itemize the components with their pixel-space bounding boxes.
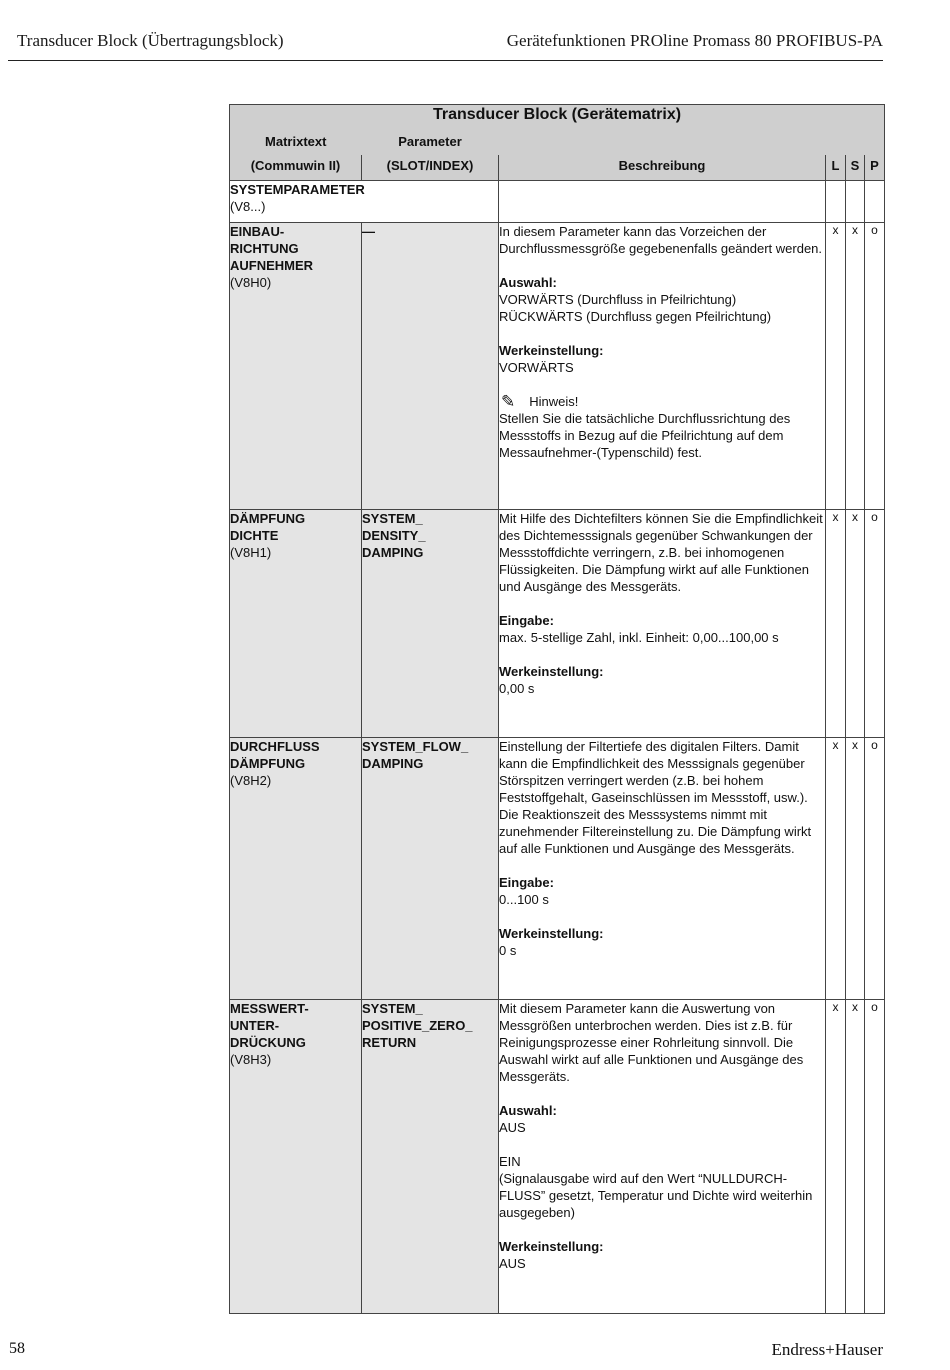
param-name: SYSTEM_ bbox=[362, 511, 423, 526]
matrix-text: MESSWERT- bbox=[230, 1001, 309, 1016]
flag-l: x bbox=[826, 738, 846, 1000]
param-name: SYSTEM_FLOW_ bbox=[362, 739, 469, 754]
table-row bbox=[230, 223, 885, 510]
flag-s: x bbox=[846, 1000, 865, 1314]
description-text: Mit Hilfe des Dichtefilters können Sie die Empfindlichkeit des Dichtemesssignals gegenüber Schwankungen der Messstoffdichte verringern, z.B. bei inhomogenen Flüssigkeiten. Die Dämpfung wirkt auf alle Funktionen und Ausgänge des Messgeräts. bbox=[499, 511, 823, 594]
flag-p: o bbox=[865, 1000, 885, 1314]
section-value: 0 s bbox=[499, 943, 517, 958]
flag-s: x bbox=[846, 223, 865, 510]
param-name: SYSTEM_ bbox=[362, 1001, 423, 1016]
section-value: RÜCKWÄRTS (Durchfluss gegen Pfeilrichtung) bbox=[499, 309, 772, 324]
section-label: Eingabe: bbox=[499, 875, 554, 890]
col-p: P bbox=[865, 155, 885, 181]
section-value: max. 5-stellige Zahl, inkl. Einheit: 0,00...100,00 s bbox=[499, 630, 779, 645]
param-name: DENSITY_ bbox=[362, 528, 426, 543]
section-label: Werkeinstellung: bbox=[499, 343, 604, 358]
param-name: DAMPING bbox=[362, 756, 424, 771]
matrix-text: DRÜCKUNG bbox=[230, 1035, 306, 1050]
matrix-text: RICHTUNG bbox=[230, 241, 299, 256]
section-value: AUS bbox=[499, 1120, 526, 1135]
note-text: Stellen Sie die tatsächliche Durchflussrichtung des Messstoffs in Bezug auf die Pfeilrichtung auf dem Messaufnehmer-(Typenschild) fest. bbox=[499, 411, 791, 460]
param-name: POSITIVE_ZERO_ bbox=[362, 1018, 473, 1033]
section-value: AUS bbox=[499, 1256, 526, 1271]
table-row bbox=[230, 738, 885, 1000]
matrix-text: UNTER- bbox=[230, 1018, 280, 1033]
running-header-right: Gerätefunktionen PROline Promass 80 PROFIBUS-PA bbox=[506, 31, 883, 50]
col-matrixtext-sub: (Commuwin II) bbox=[230, 155, 362, 181]
col-s: S bbox=[846, 155, 865, 181]
transducer-block-table bbox=[229, 104, 885, 1314]
table-title: Transducer Block (Gerätematrix) bbox=[230, 105, 885, 130]
param-name: RETURN bbox=[362, 1035, 417, 1050]
section-value: VORWÄRTS (Durchfluss in Pfeilrichtung) bbox=[499, 292, 737, 307]
section-value: EIN bbox=[499, 1154, 521, 1169]
matrix-text: DÄMPFUNG bbox=[230, 756, 306, 771]
flag-s: x bbox=[846, 738, 865, 1000]
matrix-text: DICHTE bbox=[230, 528, 279, 543]
col-matrixtext-label: Matrixtext bbox=[230, 129, 362, 155]
col-l: L bbox=[826, 155, 846, 181]
section-label: Auswahl: bbox=[499, 1103, 557, 1118]
section-label: Werkeinstellung: bbox=[499, 926, 604, 941]
flag-p: o bbox=[865, 510, 885, 738]
section-value: 0...100 s bbox=[499, 892, 549, 907]
matrix-text: DURCHFLUSS bbox=[230, 739, 320, 754]
param-name: — bbox=[362, 224, 375, 239]
section-label: Werkeinstellung: bbox=[499, 1239, 604, 1254]
group-row bbox=[230, 181, 885, 223]
flag-l: x bbox=[826, 223, 846, 510]
col-parameter-label: Parameter bbox=[362, 129, 499, 155]
header-rule bbox=[8, 60, 883, 61]
flag-p: o bbox=[865, 738, 885, 1000]
matrix-code: (V8H0) bbox=[230, 275, 272, 290]
flag-p: o bbox=[865, 223, 885, 510]
table-row bbox=[230, 510, 885, 738]
section-value: VORWÄRTS bbox=[499, 360, 574, 375]
matrix-text: EINBAU- bbox=[230, 224, 285, 239]
group-name: SYSTEMPARAMETER bbox=[230, 182, 365, 197]
matrix-text: AUFNEHMER bbox=[230, 258, 314, 273]
table-row bbox=[230, 1000, 885, 1314]
description-text: In diesem Parameter kann das Vorzeichen der Durchflussmessgröße gegebenenfalls geändert werden. bbox=[499, 224, 823, 256]
section-label: Eingabe: bbox=[499, 613, 554, 628]
col-parameter-sub: (SLOT/INDEX) bbox=[362, 155, 499, 181]
flag-l: x bbox=[826, 1000, 846, 1314]
matrix-code: (V8H3) bbox=[230, 1052, 272, 1067]
param-name: DAMPING bbox=[362, 545, 424, 560]
brand-footer: Endress+Hauser bbox=[771, 1340, 883, 1359]
section-value: 0,00 s bbox=[499, 681, 535, 696]
matrix-code: (V8H1) bbox=[230, 545, 272, 560]
section-value: (Signalausgabe wird auf den Wert “NULLDURCH-FLUSS” gesetzt, Temperatur und Dichte wird weiterhin ausgegeben) bbox=[499, 1171, 813, 1220]
matrix-text: DÄMPFUNG bbox=[230, 511, 306, 526]
col-beschreibung: Beschreibung bbox=[499, 155, 826, 181]
matrix-code: (V8H2) bbox=[230, 773, 272, 788]
note-label: Hinweis! bbox=[529, 394, 579, 409]
section-label: Werkeinstellung: bbox=[499, 664, 604, 679]
flag-s: x bbox=[846, 510, 865, 738]
flag-l: x bbox=[826, 510, 846, 738]
description-text: Mit diesem Parameter kann die Auswertung von Messgrößen unterbrochen werden. Dies ist z.B. für Reinigungsprozesse einer Rohrleitung sinnvoll. Die Auswahl wirkt auf alle Funktionen und Ausgänge des Messgeräts. bbox=[499, 1001, 804, 1084]
running-header-left: Transducer Block (Übertragungsblock) bbox=[17, 31, 284, 50]
group-code: (V8...) bbox=[230, 199, 266, 214]
page-number: 58 bbox=[9, 1340, 25, 1357]
pencil-note-icon: ✎ bbox=[501, 392, 516, 411]
description-text: Einstellung der Filtertiefe des digitalen Filters. Damit kann die Empfindlichkeit des Messsignals gegenüber Störspitzen verringert werden (z.B. bei hohem Feststoffgehalt, Gaseinschlüssen im Messstoff, usw.). Die Reaktionszeit des Messsystems nimmt mit zunehmender Filtereinstellung zu. Die Dämpfung wirkt auf alle Funktionen und Ausgänge des Messgeräts. bbox=[499, 739, 812, 856]
section-label: Auswahl: bbox=[499, 275, 557, 290]
